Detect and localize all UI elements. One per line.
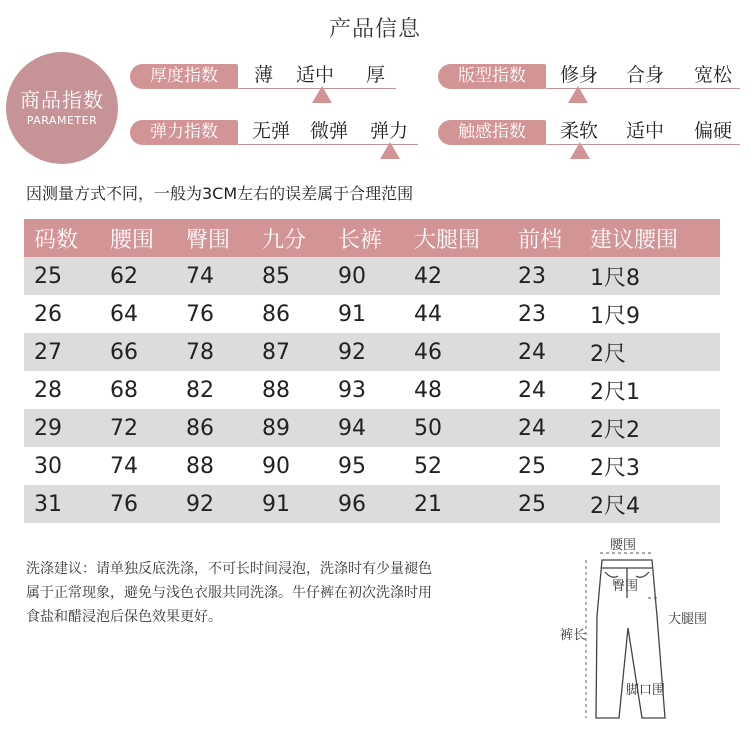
diagram-label-length: 裤长 [560,628,587,643]
size-cell: 24 [518,333,590,371]
param-label-fit: 版型指数 [438,64,546,89]
size-cell: 72 [110,409,186,447]
size-cell: 66 [110,333,186,371]
size-cell: 90 [338,257,414,295]
care-line: 属于正常现象，避免与浅色衣服共同洗涤。牛仔裤在初次洗涤时用 [26,585,432,601]
column-header: 长裤 [338,219,414,257]
size-cell: 42 [414,257,518,295]
param-marker-thickness [312,86,332,103]
size-cell: 88 [262,377,290,403]
param-marker-elasticity [380,142,400,159]
param-label-touch: 触感指数 [438,120,546,145]
pants-diagram [560,536,746,726]
size-cell: 24 [518,409,590,447]
column-header: 九分 [262,219,338,257]
page-title: 产品信息 [328,17,421,42]
size-row [24,257,720,295]
param-option: 适中 [296,64,335,86]
parameter-badge [6,52,118,164]
param-option: 微弹 [310,120,349,142]
size-cell: 28 [34,377,62,403]
size-cell: 62 [110,257,186,295]
size-cell: 93 [338,377,366,403]
size-cell: 23 [518,301,546,327]
column-header: 前档 [518,219,590,257]
size-row [24,333,720,371]
size-table [24,219,720,523]
size-row [24,409,720,447]
size-cell: 24 [518,377,546,403]
size-table-header [24,219,720,257]
size-table-body [24,257,720,523]
column-header: 码数 [24,219,110,257]
size-cell: 86 [262,301,290,327]
size-cell: 94 [338,409,414,447]
badge-subtitle: PARAMETER [26,114,98,127]
param-option: 无弹 [252,120,291,142]
size-cell: 89 [262,409,338,447]
size-cell: 74 [186,257,262,295]
size-cell: 1尺8 [590,257,720,295]
care-instructions [26,557,556,629]
param-marker-touch [570,142,590,159]
size-cell: 76 [110,485,186,523]
size-cell: 78 [186,333,262,371]
column-header: 大腿围 [414,219,518,257]
size-cell: 76 [186,301,214,327]
diagram-label-hip: 臀围 [612,579,639,594]
size-cell: 95 [338,453,366,479]
measurement-note: 因测量方式不同，一般为3CM左右的误差属于合理范围 [26,184,414,203]
size-row [24,447,720,485]
param-option: 修身 [560,64,599,86]
param-option: 合身 [626,64,665,86]
param-option: 宽松 [694,64,733,86]
size-cell: 21 [414,485,518,523]
size-cell: 86 [186,409,262,447]
size-cell: 30 [34,453,62,479]
badge-title: 商品指数 [20,88,104,112]
size-cell: 25 [518,453,546,479]
size-cell: 2尺 [590,333,720,371]
param-marker-fit [568,86,588,103]
diagram-label-thigh: 大腿围 [668,612,708,627]
size-cell: 27 [24,333,110,371]
pocket-left [605,572,618,577]
size-cell: 2尺1 [590,379,640,405]
size-cell: 52 [414,453,442,479]
size-cell: 44 [414,301,442,327]
care-line: 洗涤建议：请单独反底洗涤，不可长时间浸泡，洗涤时有少量褪色 [26,561,432,577]
size-cell: 82 [186,377,214,403]
column-header: 臀围 [186,219,262,257]
size-cell: 68 [110,377,138,403]
size-row [24,371,720,409]
size-cell: 96 [338,485,414,523]
size-cell: 25 [24,257,110,295]
size-cell: 92 [338,333,414,371]
size-cell: 23 [518,257,590,295]
param-option: 薄 [254,64,274,86]
size-cell: 88 [186,453,214,479]
size-cell: 29 [24,409,110,447]
size-cell: 31 [24,485,110,523]
column-header: 腰围 [110,219,186,257]
size-row [24,485,720,523]
pocket-right [636,572,649,577]
size-cell: 85 [262,257,338,295]
param-label-elasticity: 弹力指数 [130,120,238,145]
size-cell: 91 [338,301,366,327]
param-option: 偏硬 [694,120,733,142]
param-option: 适中 [626,120,665,142]
size-cell: 2尺4 [590,485,720,523]
column-header: 建议腰围 [590,219,720,257]
size-cell: 91 [262,485,338,523]
param-option: 柔软 [560,120,599,142]
diagram-label-waist: 腰围 [610,538,637,553]
size-cell: 90 [262,453,290,479]
param-label-thickness: 厚度指数 [130,64,238,89]
size-cell: 48 [414,377,442,403]
size-cell: 64 [110,301,138,327]
diagram-label-hem: 脚口围 [626,683,666,698]
size-cell: 26 [34,301,62,327]
param-option: 弹力 [370,120,409,142]
size-cell: 74 [110,453,138,479]
size-cell: 1尺9 [590,303,640,329]
size-cell: 2尺2 [590,409,720,447]
size-cell: 25 [518,485,590,523]
size-cell: 50 [414,409,518,447]
care-line: 食盐和醋浸泡后保色效果更好。 [26,609,222,625]
size-row [24,295,720,333]
size-cell: 87 [262,333,338,371]
size-cell: 46 [414,333,518,371]
param-option: 厚 [366,64,386,86]
size-cell: 92 [186,485,262,523]
size-cell: 2尺3 [590,455,640,481]
